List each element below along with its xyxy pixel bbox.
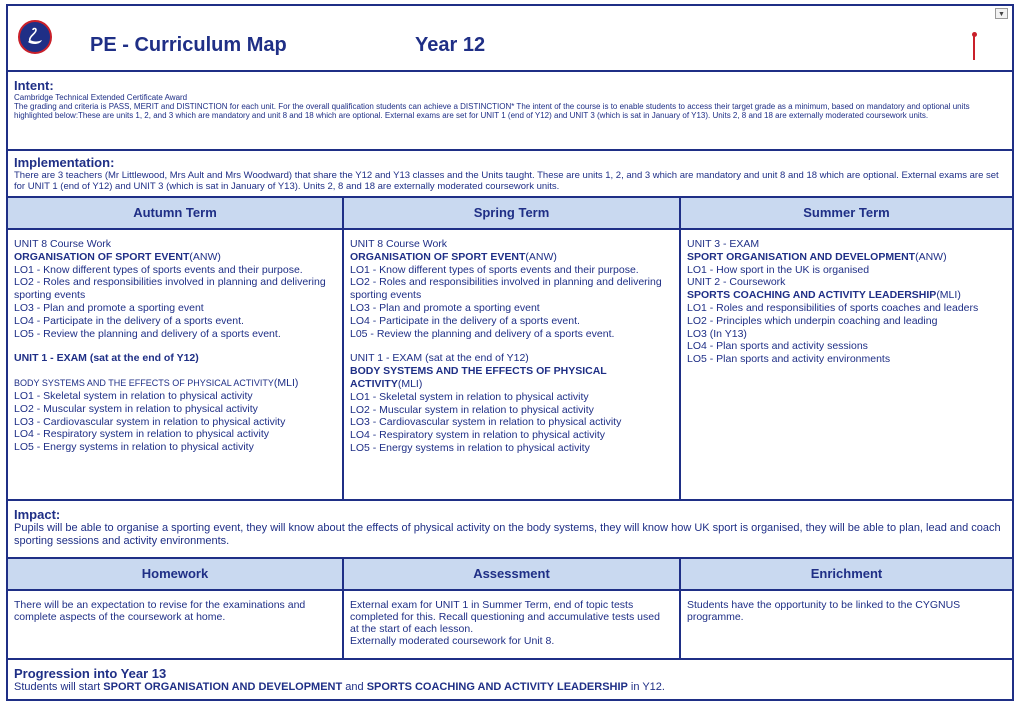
unit2-title: SPORTS COACHING AND ACTIVITY LEADERSHIP <box>687 289 937 302</box>
summer-term-header: Summer Term <box>681 198 1012 228</box>
enrichment-header: Enrichment <box>681 559 1012 589</box>
summer-term-content <box>681 228 1012 499</box>
spring-term-content <box>344 228 681 499</box>
homework-content <box>8 589 344 658</box>
lo-item: LO5 - Energy systems in relation to physical activity <box>14 441 254 454</box>
lo-item: LO3 - Plan and promote a sporting event <box>14 301 204 314</box>
unit8-label: UNIT 8 Course Work <box>350 238 448 250</box>
intent-heading: Intent: <box>14 78 54 93</box>
terms-table <box>8 198 1012 501</box>
lo-item: LO4 - Respiratory system in relation to physical activity <box>350 429 606 442</box>
progression-text-end: in Y12. <box>627 681 665 693</box>
lo-item: LO1 - How sport in the UK is organised <box>687 263 870 276</box>
assessment-content <box>344 589 681 658</box>
unit3-teacher: (ANW) <box>915 250 947 263</box>
homework-header: Homework <box>8 559 344 589</box>
progression-text <box>14 681 1006 694</box>
lo-item: LO4 - Respiratory system in relation to physical activity <box>14 428 270 441</box>
lo-item: LO1 - Know different types of sports events and their purpose. <box>350 263 639 276</box>
unit8-teacher: (ANW) <box>189 250 221 263</box>
progression-unit-b: SPORTS COACHING AND ACTIVITY LEADERSHIP <box>366 681 628 693</box>
homework-assessment-enrichment <box>8 559 1012 660</box>
lo-item: LO2 - Roles and responsibilities involved in planning and delivering sporting events <box>350 276 662 302</box>
lo-item: LO4 - Participate in the delivery of a sports event. <box>350 314 580 327</box>
assessment-line: External exam for UNIT 1 in Summer Term, end of topic tests completed for this. Recall questioning and accumulative tests used at the start of each lesson. <box>350 599 660 635</box>
impact-heading: Impact: <box>14 507 61 522</box>
unit1-label: UNIT 1 - EXAM (sat at the end of Y12) <box>350 352 529 365</box>
progression-text-mid: and <box>342 681 367 693</box>
unit1-title: BODY SYSTEMS AND THE EFFECTS OF PHYSICAL ACTIVITY <box>14 378 274 389</box>
swan-icon <box>24 26 46 48</box>
unit8-teacher: (ANW) <box>525 250 557 263</box>
assessment-line: Externally moderated coursework for Unit 8. <box>350 635 555 647</box>
lo-item: LO2 - Roles and responsibilities involved in planning and delivering sporting events <box>14 276 326 302</box>
lo-item: LO1 - Skeletal system in relation to physical activity <box>14 389 253 402</box>
page-title: PE - Curriculum Map <box>90 34 287 56</box>
unit1-label: UNIT 1 - EXAM (sat at the end of Y12) <box>14 352 199 365</box>
impact-section <box>8 501 1012 559</box>
chevron-down-icon[interactable]: ▼ <box>995 8 1008 19</box>
progression-section <box>8 660 1012 701</box>
homework-text: There will be an expectation to revise for the examinations and complete aspects of the coursework at home. <box>14 599 306 623</box>
implementation-section <box>8 151 1012 198</box>
unit1-teacher: (MLI) <box>397 377 423 390</box>
year-label: Year 12 <box>415 34 486 56</box>
lo-item: LO4 - Plan sports and activity sessions <box>687 340 868 353</box>
unit3-title: SPORT ORGANISATION AND DEVELOPMENT <box>687 250 916 263</box>
progression-text-start: Students will start <box>14 681 104 693</box>
autumn-term-content <box>8 228 344 499</box>
impact-text: Pupils will be able to organise a sporting event, they will know about the effects of physical activity on the body systems, they will know how UK sport is organised, they will be able to plan, lead and coach sporting sessions and activity environments. <box>14 522 1001 547</box>
header <box>8 6 1012 72</box>
lo-item: LO4 - Participate in the delivery of a sports event. <box>14 314 244 327</box>
lo-item: LO3 - Cardiovascular system in relation to physical activity <box>14 415 286 428</box>
unit8-title: ORGANISATION OF SPORT EVENT <box>14 250 190 263</box>
school-logo <box>18 20 52 54</box>
intent-subheading: Cambridge Technical Extended Certificate Award <box>14 93 188 102</box>
enrichment-content <box>681 589 1012 658</box>
lo-item: LO5 - Plan sports and activity environments <box>687 353 891 366</box>
unit2-teacher: (MLI) <box>936 289 961 302</box>
flag-icon <box>972 32 980 60</box>
lo-item: LO3 (In Y13) <box>687 327 747 340</box>
intent-section <box>8 72 1012 151</box>
lo-item: LO5 - Review the planning and delivery of a sports event. <box>14 327 281 340</box>
unit8-label: UNIT 8 Course Work <box>14 238 112 250</box>
assessment-header: Assessment <box>344 559 681 589</box>
implementation-heading: Implementation: <box>14 155 115 170</box>
implementation-text: There are 3 teachers (Mr Littlewood, Mrs Ault and Mrs Woodward) that share the Y12 and Y13 classes and the Units taught. These are units 1, 2, and 3 which are mandatory and unit 8 and 18 which are optional. External exams are set for UNIT 1 (end of Y12) and UNIT 3 (which is sat in January of Y13). Units 2, 8 and 18 are externally moderated coursework units. <box>14 170 999 192</box>
unit3-label: UNIT 3 - EXAM <box>687 238 760 250</box>
lo-item: LO2 - Muscular system in relation to physical activity <box>350 403 594 416</box>
progression-heading: Progression into Year 13 <box>14 666 167 681</box>
lo-item: LO1 - Roles and responsibilities of sports coaches and leaders <box>687 301 979 314</box>
enrichment-text: Students have the opportunity to be linked to the CYGNUS programme. <box>687 599 961 623</box>
lo-item: L05 - Review the planning and delivery of a sports event. <box>350 327 615 340</box>
lo-item: LO5 - Energy systems in relation to physical activity <box>350 441 590 454</box>
spring-term-header: Spring Term <box>344 198 681 228</box>
unit1-teacher: (MLI) <box>273 377 299 390</box>
unit8-title: ORGANISATION OF SPORT EVENT <box>350 250 526 263</box>
lo-item: LO1 - Skeletal system in relation to physical activity <box>350 390 589 403</box>
unit1-title: BODY SYSTEMS AND THE EFFECTS OF PHYSICAL ACTIVITY <box>350 365 607 390</box>
lo-item: LO2 - Principles which underpin coaching and leading <box>687 314 938 327</box>
progression-unit-a: SPORT ORGANISATION AND DEVELOPMENT <box>103 681 343 693</box>
curriculum-map <box>6 4 1014 701</box>
lo-item: LO2 - Muscular system in relation to physical activity <box>14 402 258 415</box>
intent-text: The grading and criteria is PASS, MERIT and DISTINCTION for each unit. For the overall qualification students can achieve a DISTINCTION* The intent of the course is to enable students to access their target grade as a minimum, based on mandatory and optional units highlighted below:These are units 1, 2, and 3 which are mandatory and unit 8 and 18 which are optional. External exams are set for UNIT 1 (end of Y12) and UNIT 3 (which is sat in January of Y13). Units 2, 8 and 18 are externally moderated coursework units. <box>14 102 970 120</box>
lo-item: LO3 - Cardiovascular system in relation to physical activity <box>350 416 622 429</box>
unit2-label: UNIT 2 - Coursework <box>687 276 786 289</box>
lo-item: LO3 - Plan and promote a sporting event <box>350 301 540 314</box>
lo-item: LO1 - Know different types of sports events and their purpose. <box>14 263 303 276</box>
autumn-term-header: Autumn Term <box>8 198 344 228</box>
